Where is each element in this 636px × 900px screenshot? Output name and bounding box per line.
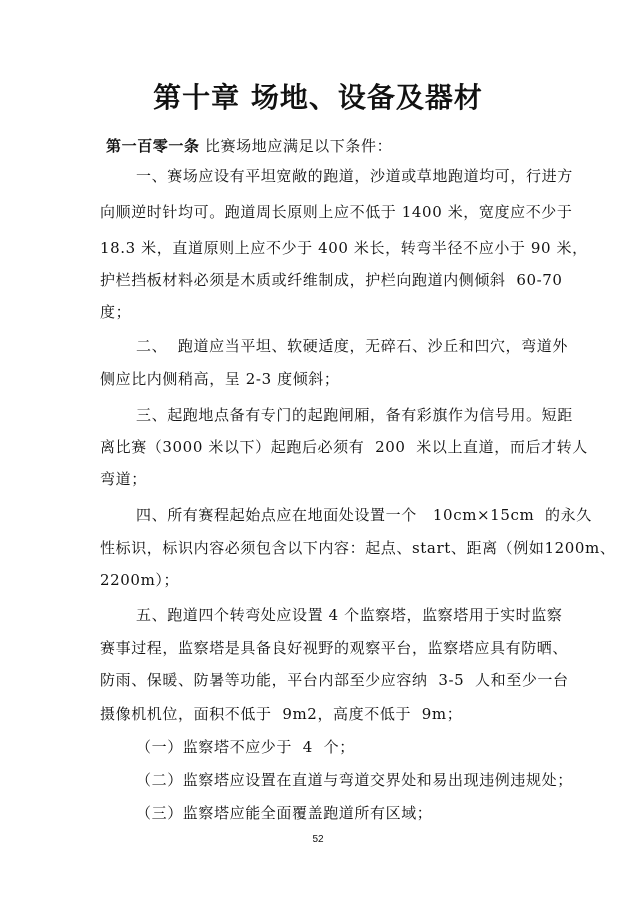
paragraph-1-line-1: 一、赛场应设有平坦宽敞的跑道，沙道或草地跑道均可，行进方	[136, 167, 573, 185]
sub-item-1: （一）监察塔不应少于 4 个；	[136, 738, 355, 756]
paragraph-5-line-2: 赛事过程，监察塔是具备良好视野的观察平台，监察塔应具有防晒、	[100, 639, 569, 657]
paragraph-2-line-2: 侧应比内侧稍高，呈 2-3 度倾斜；	[100, 370, 340, 388]
article-intro: 比赛场地应满足以下条件：	[199, 137, 393, 155]
paragraph-5-line-4: 摄像机机位，面积不低于 9m2，高度不低于 9m；	[100, 705, 463, 723]
page-number: 52	[312, 834, 324, 845]
sub-item-3: （三）监察塔应能全面覆盖跑道所有区域；	[136, 804, 433, 822]
paragraph-3-line-2: 离比赛（3000 米以下）起跑后必须有 200 米以上直道，而后才转人	[100, 438, 588, 456]
paragraph-1-line-5: 度；	[100, 303, 132, 321]
article-number: 第一百零一条	[106, 137, 200, 155]
paragraph-3-line-1: 三、起跑地点备有专门的起跑闸厢，备有彩旗作为信号用。短距	[136, 406, 573, 424]
sub-item-2: （二）监察塔应设置在直道与弯道交界处和易出现违例违规处；	[136, 771, 573, 789]
paragraph-4-line-3: 2200m）；	[100, 571, 180, 589]
paragraph-4-line-1: 四、所有赛程起始点应在地面处设置一个 10cm×15cm 的永久	[136, 506, 592, 524]
chapter-title: 第十章 场地、设备及器材	[153, 81, 483, 114]
paragraph-5-line-3: 防雨、保暖、防暑等功能，平台内部至少应容纳 3-5 人和至少一台	[100, 671, 569, 689]
article-heading	[106, 136, 392, 156]
paragraph-1-line-3: 18.3 米，直道原则上应不少于 400 米长，转弯半径不应小于 90 米，	[100, 239, 588, 257]
paragraph-4-line-2: 性标识，标识内容必须包含以下内容：起点、start、距离（例如1200m、	[100, 539, 616, 557]
paragraph-2-line-1: 二、 跑道应当平坦、软硬适度，无碎石、沙丘和凹穴，弯道外	[136, 337, 568, 355]
paragraph-1-line-2: 向顺逆时针均可。跑道周长原则上应不低于 1400 米，宽度应不少于	[100, 203, 573, 221]
paragraph-3-line-3: 弯道；	[100, 470, 147, 488]
paragraph-5-line-1: 五、跑道四个转弯处应设置 4 个监察塔，监察塔用于实时监察	[136, 606, 563, 624]
paragraph-1-line-4: 护栏挡板材料必须是木质或纤维制成，护栏向跑道内侧倾斜 60-70	[100, 271, 563, 289]
